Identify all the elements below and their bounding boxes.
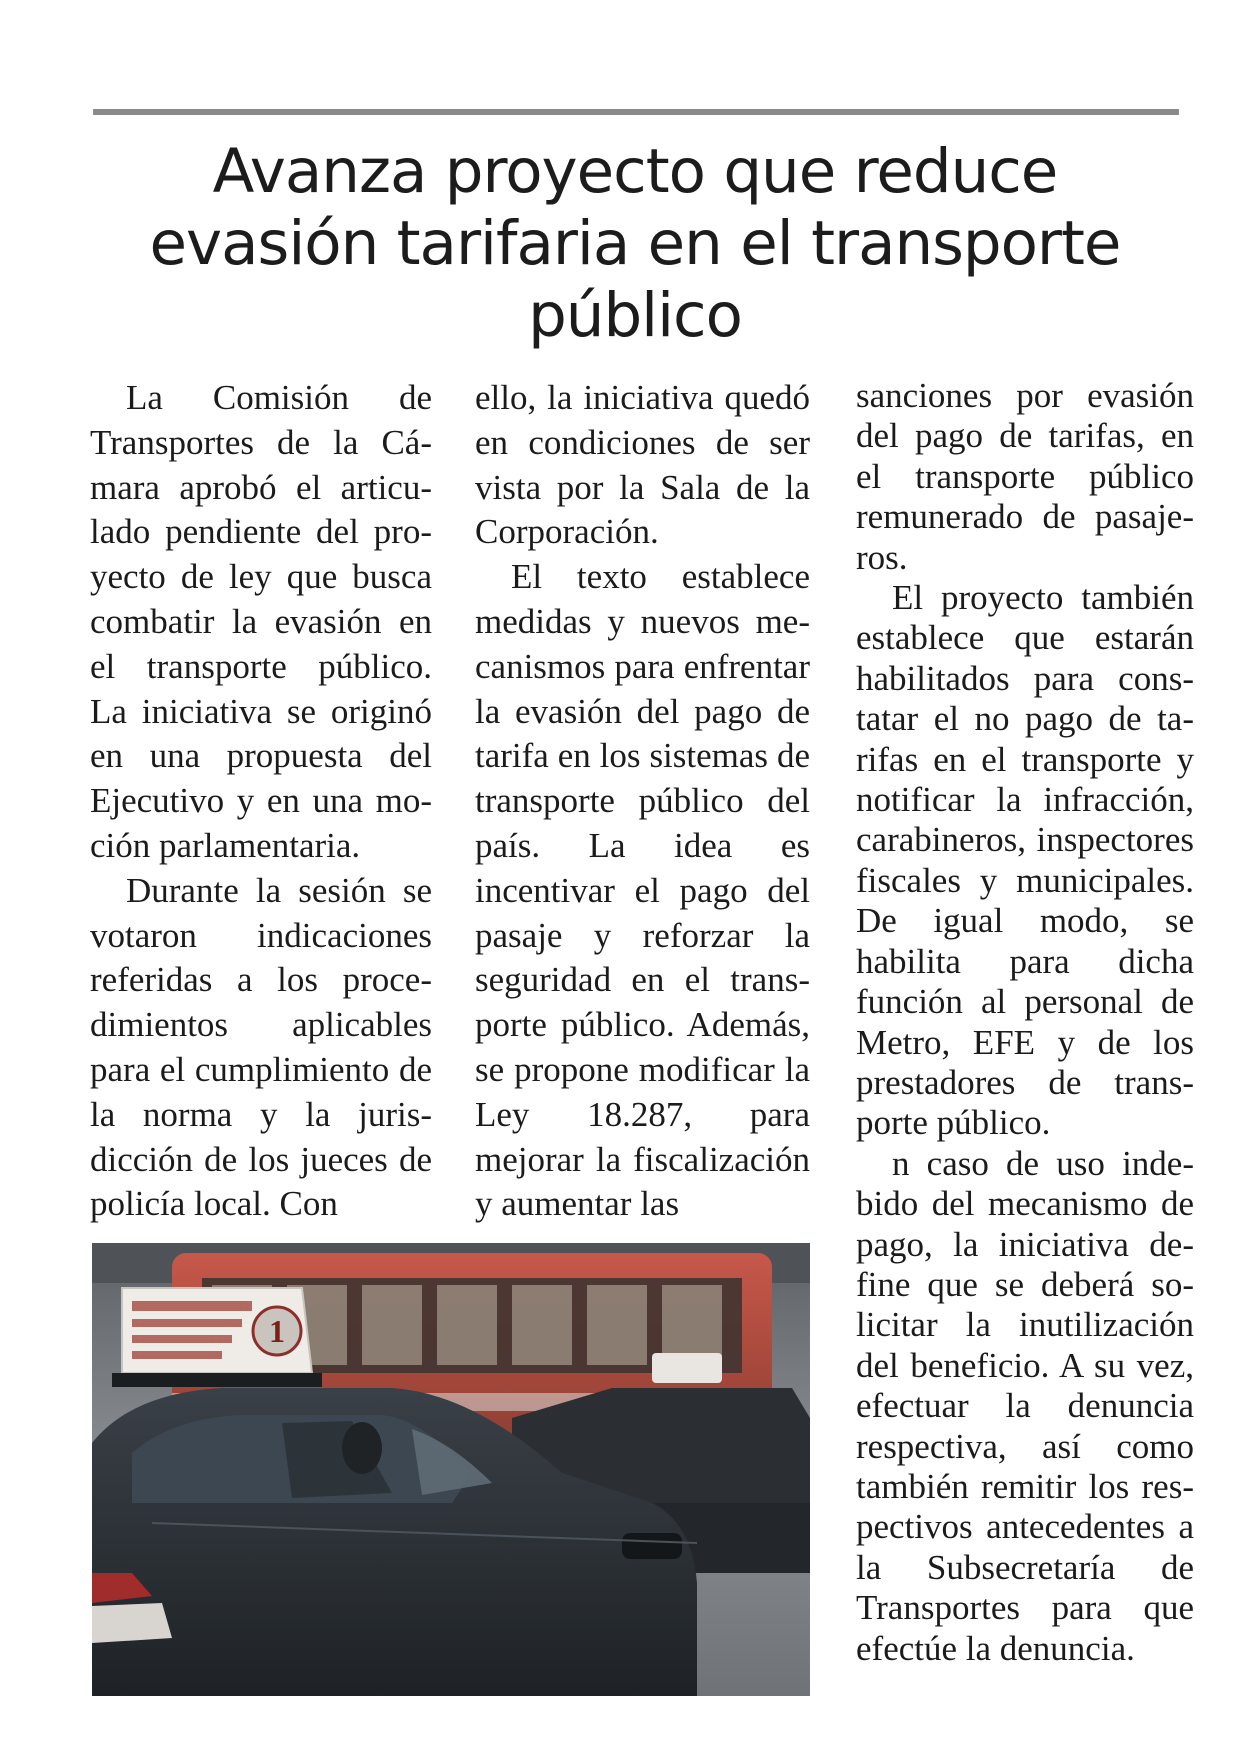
paragraph: La Comisión de Transportes de la Cámara aprobó el articulado pendiente del proyecto de ley que busca combatir la evasión en el transporte público. La iniciativa se originó en una propuesta del Ejecutivo y en una moción parlamentaria. bbox=[90, 378, 432, 865]
article-column-1 bbox=[90, 376, 432, 1227]
article-column-2 bbox=[475, 376, 810, 1227]
paragraph: ello, la iniciativa quedó en condiciones de ser vista por la Sala de la Corporación. bbox=[475, 378, 810, 552]
paragraph: El proyecto también establece que estarán habilitados para constatar el no pago de tarifas en el transporte y notificar la infracción, carabineros, inspectores fiscales y municipales. De igual modo, se habilita para dicha función al personal de Metro, EFE y de los prestadores de transporte público. bbox=[856, 578, 1194, 1143]
paragraph: El texto establece medidas y nuevos mecanismos para enfrentar la evasión del pago de tarifa en los sistemas de transporte público del país. La idea es incentivar el pago del pasaje y reforzar la seguridad en el transporte público. Además, se propone modificar la Ley 18.287, para mejorar la fiscalización y aumentar las bbox=[475, 557, 810, 1224]
taxi-sign-number: 1 bbox=[269, 1313, 285, 1349]
paragraph: sanciones por evasión del pago de tarifas, en el transporte público remunerado de pasajeros. bbox=[856, 376, 1194, 577]
paragraph: Durante la sesión se votaron indicaciones referidas a los procedimientos aplicables para el cumplimiento de la norma y la jurisdicción de los jueces de policía local. Con bbox=[90, 870, 432, 1224]
article-column-3 bbox=[856, 376, 1194, 1669]
taxi-photo bbox=[92, 1243, 810, 1696]
taxi-roof-sign bbox=[112, 1288, 322, 1387]
headline: Avanza proyecto que reduce evasión tarifaria en el transporte público bbox=[149, 136, 1121, 351]
top-rule bbox=[93, 109, 1179, 115]
paragraph: n caso de uso indebido del mecanismo de pago, la iniciativa define que se deberá solicitar la inutilización del beneficio. A su vez, efectuar la denuncia respectiva, así como también remitir los respectivos antecedentes a la Subsecretaría de Transportes para que efectúe la denuncia. bbox=[856, 1143, 1194, 1668]
